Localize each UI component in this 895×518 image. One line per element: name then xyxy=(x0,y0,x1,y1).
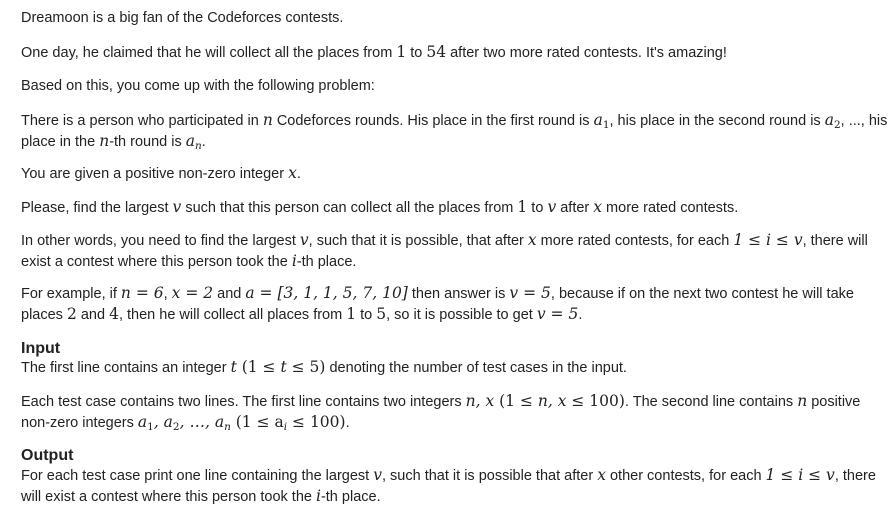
var-a: a xyxy=(185,131,196,150)
find-v-text-5: more rated contests. xyxy=(602,200,739,216)
var-x: x xyxy=(288,164,297,182)
seq-a: , a xyxy=(153,412,173,431)
math-range-i: 1 ≤ i ≤ v xyxy=(765,466,835,484)
math-x-eq-2: x = 2 xyxy=(171,284,214,302)
value-1: 1 xyxy=(346,304,357,323)
claim-to-value: 54 xyxy=(426,43,447,61)
subscript-n: n xyxy=(224,420,231,433)
output-line xyxy=(21,466,889,507)
var-x: x xyxy=(527,231,537,249)
input-line2-text-3: positive non-zero integers xyxy=(21,394,861,431)
output-text-5: -th place. xyxy=(320,488,381,505)
person-text-5: -th round is xyxy=(109,133,186,150)
example-text-7: to xyxy=(356,306,377,323)
var-v: v xyxy=(547,198,557,216)
output-section-title: Output xyxy=(21,447,74,464)
input-line-1 xyxy=(21,358,627,379)
subscript-1: 1 xyxy=(602,119,610,131)
find-v-text-2: such that this person can collect all the places from xyxy=(181,200,518,216)
person-paragraph xyxy=(21,111,889,152)
value-5: 5 xyxy=(376,304,387,323)
example-text-5: and xyxy=(76,306,110,323)
other-words-text-4: , there will exist a contest where this person took the xyxy=(21,233,868,270)
output-text-3: other contests, for each xyxy=(605,468,766,484)
problem-lead-paragraph xyxy=(21,77,375,97)
output-text-4: , there will exist a contest where this person took the xyxy=(21,468,876,505)
other-words-text-1: In other words, you need to find the largest xyxy=(21,233,300,249)
person-text-2: Codeforces rounds. His place in the first round is xyxy=(272,113,594,129)
math-n-eq-6: n = 6 xyxy=(120,284,164,302)
example-text-6: , then he will collect all places from xyxy=(118,306,347,323)
var-v: v xyxy=(373,466,382,484)
math-ai-lower: (1 ≤ a xyxy=(230,412,284,431)
person-text-4: , ..., his place in the xyxy=(21,113,888,150)
math-v-eq-5-final: v = 5 xyxy=(536,304,579,323)
value-4: 4 xyxy=(109,304,119,323)
claim-text-1: One day, he claimed that he will collect all the places from xyxy=(21,45,397,61)
var-n: n xyxy=(99,131,110,150)
example-separator: , xyxy=(163,286,172,302)
input-line2-text-2: . The second line contains xyxy=(624,394,798,410)
var-x: x xyxy=(597,466,606,484)
math-n-x: n, x xyxy=(465,392,495,410)
other-words-text-3: more rated contests, for each xyxy=(536,233,734,249)
var-i: i xyxy=(291,251,297,270)
math-v-eq-5: v = 5 xyxy=(509,284,551,302)
value-2: 2 xyxy=(66,304,77,323)
math-t-upper: ≤ 5) xyxy=(286,358,326,376)
input-section-title: Input xyxy=(21,340,61,357)
given-x-text-1: You are given a positive non-zero integer xyxy=(21,166,289,182)
intro-text: Dreamoon is a big fan of the Codeforces contests. xyxy=(21,10,344,26)
find-v-text-3: to xyxy=(527,200,548,216)
other-words-text-2: , such that it is possible, that after xyxy=(308,233,528,249)
claim-text-3: after two more rated contests. It's amazing! xyxy=(446,45,727,61)
subscript-2: 2 xyxy=(833,119,841,131)
claim-paragraph xyxy=(21,43,727,64)
math-range-i: 1 ≤ i ≤ v xyxy=(733,231,803,249)
other-words-paragraph xyxy=(21,231,889,272)
var-t: t xyxy=(230,358,237,376)
problem-lead-text: Based on this, you come up with the following problem: xyxy=(21,78,375,94)
var-n: n xyxy=(797,392,808,410)
subscript-n: n xyxy=(195,139,202,152)
example-text-2: and xyxy=(213,286,246,302)
example-text-9: . xyxy=(578,306,583,323)
var-v: v xyxy=(172,198,182,216)
claim-text-2: to xyxy=(406,45,427,61)
example-paragraph xyxy=(21,284,889,325)
var-t: t xyxy=(280,358,287,376)
input-line1-text-2: denoting the number of test cases in the input. xyxy=(325,360,627,376)
var-a: a xyxy=(593,111,603,129)
other-words-text-5: -th place. xyxy=(296,253,357,270)
input-line1-text-1: The first line contains an integer xyxy=(21,360,231,376)
subscript-2: 2 xyxy=(172,420,180,433)
output-text-2: , such that it is possible that after xyxy=(382,468,598,484)
example-text-3: then answer is xyxy=(407,286,510,302)
find-v-text-1: Please, find the largest xyxy=(21,200,173,216)
find-v-paragraph xyxy=(21,198,738,219)
math-array-a: a = [3, 1, 1, 5, 7, 10] xyxy=(245,284,408,302)
intro-paragraph xyxy=(21,9,343,29)
var-i: i xyxy=(315,486,321,505)
var-a: a xyxy=(824,111,834,129)
given-x-paragraph xyxy=(21,164,301,185)
example-text-1: For example, if xyxy=(21,286,121,302)
person-text-6: . xyxy=(201,133,206,150)
value-one: 1 xyxy=(517,198,528,216)
person-text-3: , his place in the second round is xyxy=(609,113,825,129)
output-text-1: For each test case print one line containing the largest xyxy=(21,468,374,484)
subscript-i: i xyxy=(283,420,288,433)
math-n-x: n, x xyxy=(537,392,567,410)
math-nx-upper: ≤ 100) xyxy=(566,392,625,410)
var-x: x xyxy=(593,198,603,216)
claim-from-value: 1 xyxy=(396,43,407,61)
given-x-text-2: . xyxy=(296,166,301,182)
input-line2-text-1: Each test case contains two lines. The first line contains two integers xyxy=(21,394,466,410)
math-t-lower: (1 ≤ xyxy=(236,358,281,376)
seq-dots: , …, a xyxy=(179,412,225,431)
person-text-1: There is a person who participated in xyxy=(21,113,263,129)
math-nx-lower: (1 ≤ xyxy=(494,392,538,410)
example-text-4: , because if on the next two contest he will take places xyxy=(21,286,854,323)
var-v: v xyxy=(299,231,309,249)
subscript-1: 1 xyxy=(147,420,154,433)
seq-a: a xyxy=(137,412,148,431)
find-v-text-4: after xyxy=(556,200,594,216)
input-line2-text-4: . xyxy=(345,414,350,431)
example-text-8: , so it is possible to get xyxy=(386,306,537,323)
math-ai-upper: ≤ 100) xyxy=(287,412,346,431)
var-n: n xyxy=(262,111,273,129)
input-line-2 xyxy=(21,392,889,433)
